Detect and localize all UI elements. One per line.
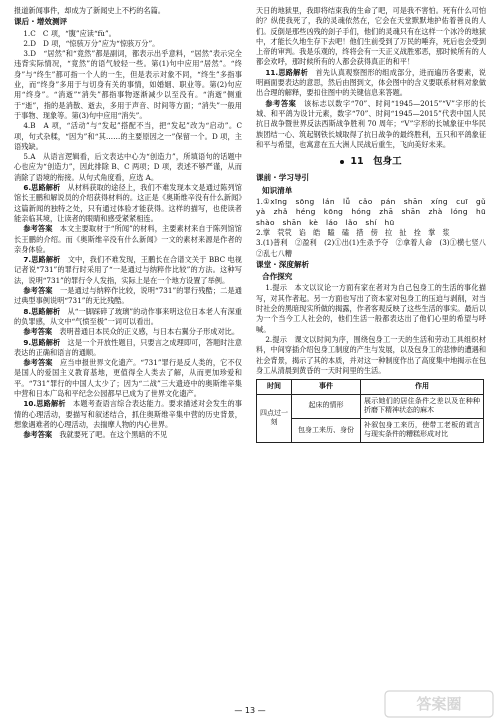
pre-class-section: 课前・学习导引 [256, 173, 310, 183]
q6-ans-label: 参考答案 [23, 224, 53, 234]
table-row [257, 394, 484, 418]
q10-analysis [14, 399, 242, 430]
cooperative-inquiry-heading: 合作探究 [262, 272, 293, 282]
th-time: 时间 [257, 380, 292, 395]
continued-answer: 天日的地狱里，我即将结束我的生命了吧，可是我不害怕。死有什么可怕的？纵使我死了，我的灵魂依然在，它会在天堂默默地护佑着善良的人们。反倒是那些凶残的刽子手们，他们的灵魂只有在这样一个冰冷的地狱中，才能长久地生存下去吧！他们生前受到了万民的唾弃，死后也会受到上帝的审判。我是乐观的，终将会有一天正义战胜邪恶，那时候所有的人都会欢呼，那时候所有的人都会获得真正的和平！ [256, 6, 487, 67]
knowledge-1-pinyin: ①xīng sōng lán lǚ cǎo pán shān xíng cuī gǔ yà zhǎ héng kōng hóng zhā shān zhà lóng hū shào shān kè láo lǎo shí hū [256, 197, 494, 227]
q6-text: 从材料获取的途径上，我们不难发现本文是通过陈列馆馆长王鹏和解说员的介绍获得材料的。这正是《奥斯维辛没有什么新闻》这篇新闻的独特之处，只有通过体验才能获得。这样的描写，也使读者能亲临其境，让读者的眼睛和感受紧紧相连。 [14, 183, 242, 223]
q9-label: 9.思路解析 [23, 337, 61, 347]
effect-cell: 展示她们的居住条件之差以及在种种折磨下精神状态的麻木 [361, 394, 484, 418]
lesson-title: 11 包身工 [350, 156, 402, 168]
bullet-icon [340, 160, 344, 164]
q9-ans-label: 参考答案 [23, 358, 53, 368]
coop-item-1: 1.提示 本文以议论一方面有家在者对为自己包身工的生活的事化描写，对其作者起。另一方面也写出了资本家对包身工的压迫与剥削，对当时社会的黑暗现实所做的揭露，作者客观反映了这些生活的事实。最后以为一个当今工人社会的，他们生活一般都表达出了他们心里的希望与呼喊。 [256, 283, 487, 334]
answer-item-4: 4.B A 项，“活动”与“发起”搭配不当，把“发起”改为“启动”。C 项，句式杂糅，“因为”和“其……的主要原因之一”保留一个。D 项，主语残缺。 [14, 121, 242, 151]
q10-ans-text: 我就要死了吧。在这个黑暗的不见 [59, 430, 168, 440]
page-number: — 13 — [234, 706, 266, 715]
q9-text: 这是一个开放性题目，只要言之成理即可，答题时注意表达的正确和语言的通顺。 [14, 337, 242, 357]
knowledge-2: 2.掌 茕茕 谄 皓 瞌 磕 措 傍 拉 扯 拴 掌 浆 [256, 227, 450, 237]
q6-analysis [14, 183, 242, 224]
q10-answer [14, 430, 242, 440]
q7-answer [14, 286, 242, 307]
answer-item-1: 1.C C 项，“腹”应读“fù”。 [23, 28, 116, 38]
left-column [14, 6, 242, 440]
q10-text: 本题考查语言综合表达能力。要求描述对会发生的事情的心理活动，要描写和叙述结合，抓住奥斯维辛集中营的历史背景，想象遇难者的心理活动，去揣摩人物的内心世界。 [14, 399, 242, 429]
answer-item-2: 2.D D 项，“惊骇万分”应为“惊骇万分”。 [23, 38, 160, 48]
watermark-text: 答案圈 [416, 695, 462, 713]
q8-ans-label: 参考答案 [23, 327, 53, 337]
effect-cell: 补叙包身工来历，使带工老板的谎言与现实条件的糟糕形成对比 [361, 418, 484, 442]
table-header-row [257, 380, 484, 395]
q8-analysis [14, 307, 242, 328]
event-cell: 包身工来历、身份 [292, 418, 361, 442]
q10-ans-label: 参考答案 [23, 430, 53, 440]
th-effect: 作用 [361, 380, 484, 395]
q11-answer [256, 99, 486, 150]
q7-label: 7.思路解析 [23, 255, 61, 265]
event-cell: 起床的情形 [292, 394, 361, 418]
answer-item-3: 3.D “居然”和“竟然”都是副词，都表示出乎意料，“居然”表示完全违背实际情况，“竟然”的语气较轻一些。第(1)句中应用“居然”。“终身”与“终生”都可指一个人的一生，但是表示对象不同，“终生”多指事业，而“终身”多用于与切身有关的事情，如婚姻、职业等。第(2)句应用“终身”。“消逝”“消失”都指事物逐渐减少以至没有。“消逝”侧重于“逝”，指的是消散、逝去，多用于声音、时间等方面；“消失”一般用于事物、现象等。第(3)句中应用“消失”。 [14, 49, 242, 120]
q11-analysis [256, 68, 486, 99]
q11-ans-label: 参考答案 [265, 98, 297, 108]
q6-answer [14, 224, 242, 255]
lesson-heading [256, 157, 486, 167]
right-column [256, 6, 494, 443]
table-row [257, 418, 484, 442]
time-cell: 四点过一刻 [257, 394, 292, 442]
q6-ans-text: 本文主要取材于“所闻”的材料，主要素材来自于陈列馆馆长王鹏的介绍。而《奥斯维辛没有什么新闻》一文的素材来源是作者的亲身体验。 [14, 224, 242, 254]
q9-analysis [14, 338, 242, 359]
knowledge-1 [256, 197, 494, 228]
q7-ans-label: 参考答案 [23, 286, 53, 296]
watermark-logo [384, 690, 494, 718]
q10-label: 10.思路解析 [23, 399, 66, 409]
q8-ans-text: 表明普通日本民众的正义感，与日本右翼分子形成对比。 [59, 327, 240, 337]
knowledge-list-heading: 知识清单 [262, 185, 293, 195]
q11-text: 首先认真观察图形的组成部分，进而遍历各要素，说明画面要表达的意思，然后由图到文，体会图中的含义要联系材料对象做出合理的解释，要扣住图中的关键信息来答题。 [256, 67, 487, 98]
q9-answer [14, 358, 242, 399]
intro-line: 报道新闻事件，却成为了新闻史上不朽的名篇。 [14, 6, 165, 15]
q11-label: 11.思路解析 [265, 67, 309, 77]
q6-label: 6.思路解析 [23, 183, 61, 193]
th-event: 事件 [292, 380, 361, 395]
q8-label: 8.思路解析 [23, 306, 61, 316]
analysis-table [256, 379, 484, 443]
knowledge-3: 3.(1)普利 ②盈利 (2)①出(1)生杀予夺 ②拿着人命 (3)①横七竖八 ②乱七八糟 [256, 238, 494, 258]
q11-ans-text: 该标志以数字“70”、时间“1945—2015”“V”字形的长城、和平鸽为设计元素，数字“70”、时间“1945—2015”代表中国人民抗日战争暨世界反法西斯战争胜利 70 周年；“V”字形的长城象征中华民族团结一心、筑起钢铁长城取得了抗日战争的最终胜利，五只和平鸽象征和平与希望，也寓意在五大洲人民战后重生，飞向美好未来。 [256, 98, 487, 149]
knowledge-1-num: 1. [256, 197, 263, 207]
in-class-section: 课堂・深度解析 [256, 259, 310, 269]
q7-analysis [14, 255, 242, 286]
section-after-class: 课后・增效测评 [14, 17, 68, 27]
q8-answer [14, 327, 242, 337]
coop-item-2: 2.提示 课文以时间为序，围绕包身工一天的生活和劳动工具组织材料，中间穿插介绍包身工制度的产生与发展，以及包身工的悲惨的遭遇和社会背景，揭示了其的本质，并对这一种制度作出了高度集中地揭示在包身工从清晨到黄昏的一天时间里的生活。 [256, 334, 487, 375]
answer-item-5: 5.A 从语言逻辑看，后文表达中心为“创造力”，所填语句的话题中心也应为“创造力”，因此排除 B、C 两项；D 项，表述不够严谨，从而消除了语境的衔接。从句式角度看，应选 A。 [14, 152, 242, 182]
q7-text: 文中，我们不难发现，王鹏长在合谱文关于 BBC 电视记者说“731”的罪行时采用了“一是通过与纳粹作比较”的方法。这种写法，说明“731”的罪行令人发指，实际上是在一个地方设置了举例。 [14, 255, 242, 285]
q9-ans-text: 应当申报世界文化遗产。“731”罪行是反人类的，它不仅是国人的爱国主义教育基地，更值得全人类去了解，从而更加珍爱和平。“731”罪行的中国人太少了；因为“二战”三大遗迹中的奥斯维辛集中营和日本广岛和平纪念公园都早已成为了世界文化遗产。 [14, 358, 242, 398]
q7-ans-text: 一是通过与纳粹作比较，说明“731”的罪行残酷；二是通过典型事例说明“731”的无比残酷。 [14, 286, 242, 306]
q8-text: 从“一脚踩碎了玻璃”的动作事来明这位日本老人有深重的负罪感，从文中“气愤至极”一词可以看出。 [14, 306, 242, 326]
